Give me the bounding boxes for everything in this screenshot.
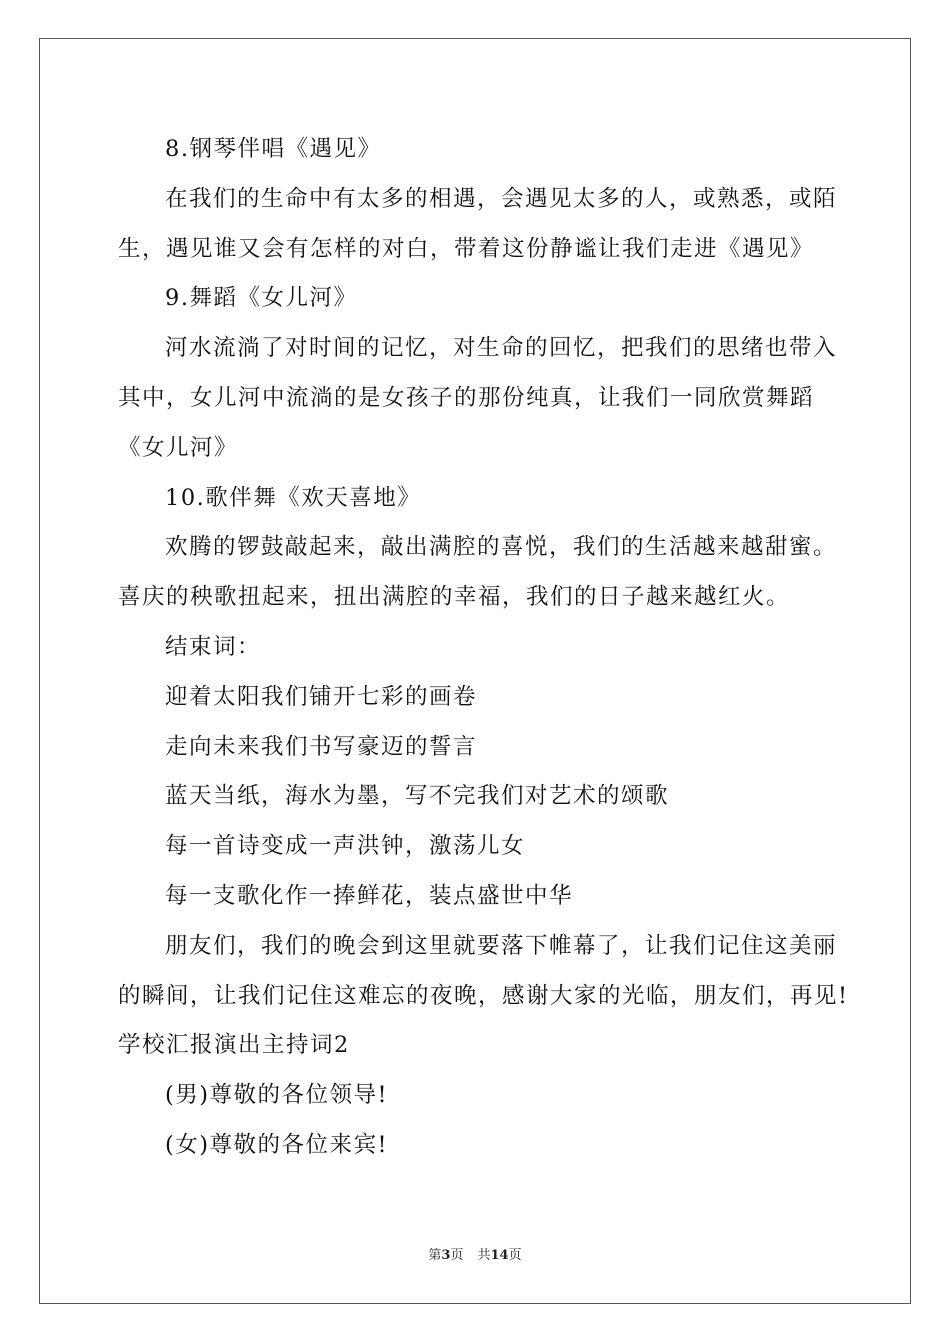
heading-item-8: 8.钢琴伴唱《遇见》 — [165, 136, 382, 162]
page-prefix: 第 — [428, 1248, 442, 1263]
page-footer — [0, 1246, 950, 1266]
paragraph-line: (男)尊敬的各位领导! — [165, 1082, 389, 1109]
paragraph-line: 欢腾的锣鼓敲起来，敲出满腔的喜悦，我们的生活越来越甜蜜。 — [165, 534, 838, 561]
total-suffix: 页 — [508, 1248, 522, 1263]
page-current: 3 — [441, 1248, 451, 1263]
document-body — [118, 125, 849, 1171]
page-total: 14 — [490, 1248, 509, 1263]
paragraph-line: 其中，女儿河中流淌的是女孩子的那份纯真，让我们一同欣赏舞蹈 — [118, 384, 815, 411]
verse-line: 迎着太阳我们铺开七彩的画卷 — [165, 683, 478, 710]
section-title: 学校汇报演出主持词2 — [118, 1032, 350, 1059]
paragraph-line: 朋友们，我们的晚会到这里就要落下帷幕了，让我们记住这美丽 — [165, 932, 838, 959]
paragraph-line: 生，遇见谁又会有怎样的对白，带着这份静谧让我们走进《遇见》 — [118, 235, 815, 262]
paragraph-line: (女)尊敬的各位来宾! — [165, 1131, 389, 1158]
verse-line: 走向未来我们书写豪迈的誓言 — [165, 733, 478, 760]
paragraph-line: 在我们的生命中有太多的相遇，会遇见太多的人，或熟悉，或陌 — [165, 185, 838, 212]
verse-line: 每一首诗变成一声洪钟，激荡儿女 — [165, 833, 526, 860]
heading-item-9: 9.舞蹈《女儿河》 — [165, 285, 358, 312]
verse-line: 蓝天当纸，海水为墨，写不完我们对艺术的颂歌 — [165, 783, 670, 810]
closing-heading: 结束词： — [165, 633, 262, 660]
paragraph-line: 河水流淌了对时间的记忆，对生命的回忆，把我们的思绪也带入 — [165, 335, 838, 362]
heading-item-10: 10.歌伴舞《欢天喜地》 — [165, 484, 422, 511]
page-suffix: 页 — [450, 1248, 464, 1263]
paragraph-line: 的瞬间，让我们记住这难忘的夜晚，感谢大家的光临，朋友们，再见! — [118, 982, 849, 1009]
verse-line: 每一支歌化作一捧鲜花，装点盛世中华 — [165, 882, 574, 909]
paragraph-line: 《女儿河》 — [118, 434, 239, 461]
paragraph-line: 喜庆的秧歌扭起来，扭出满腔的幸福，我们的日子越来越红火。 — [118, 584, 791, 611]
total-prefix: 共 — [477, 1248, 491, 1263]
